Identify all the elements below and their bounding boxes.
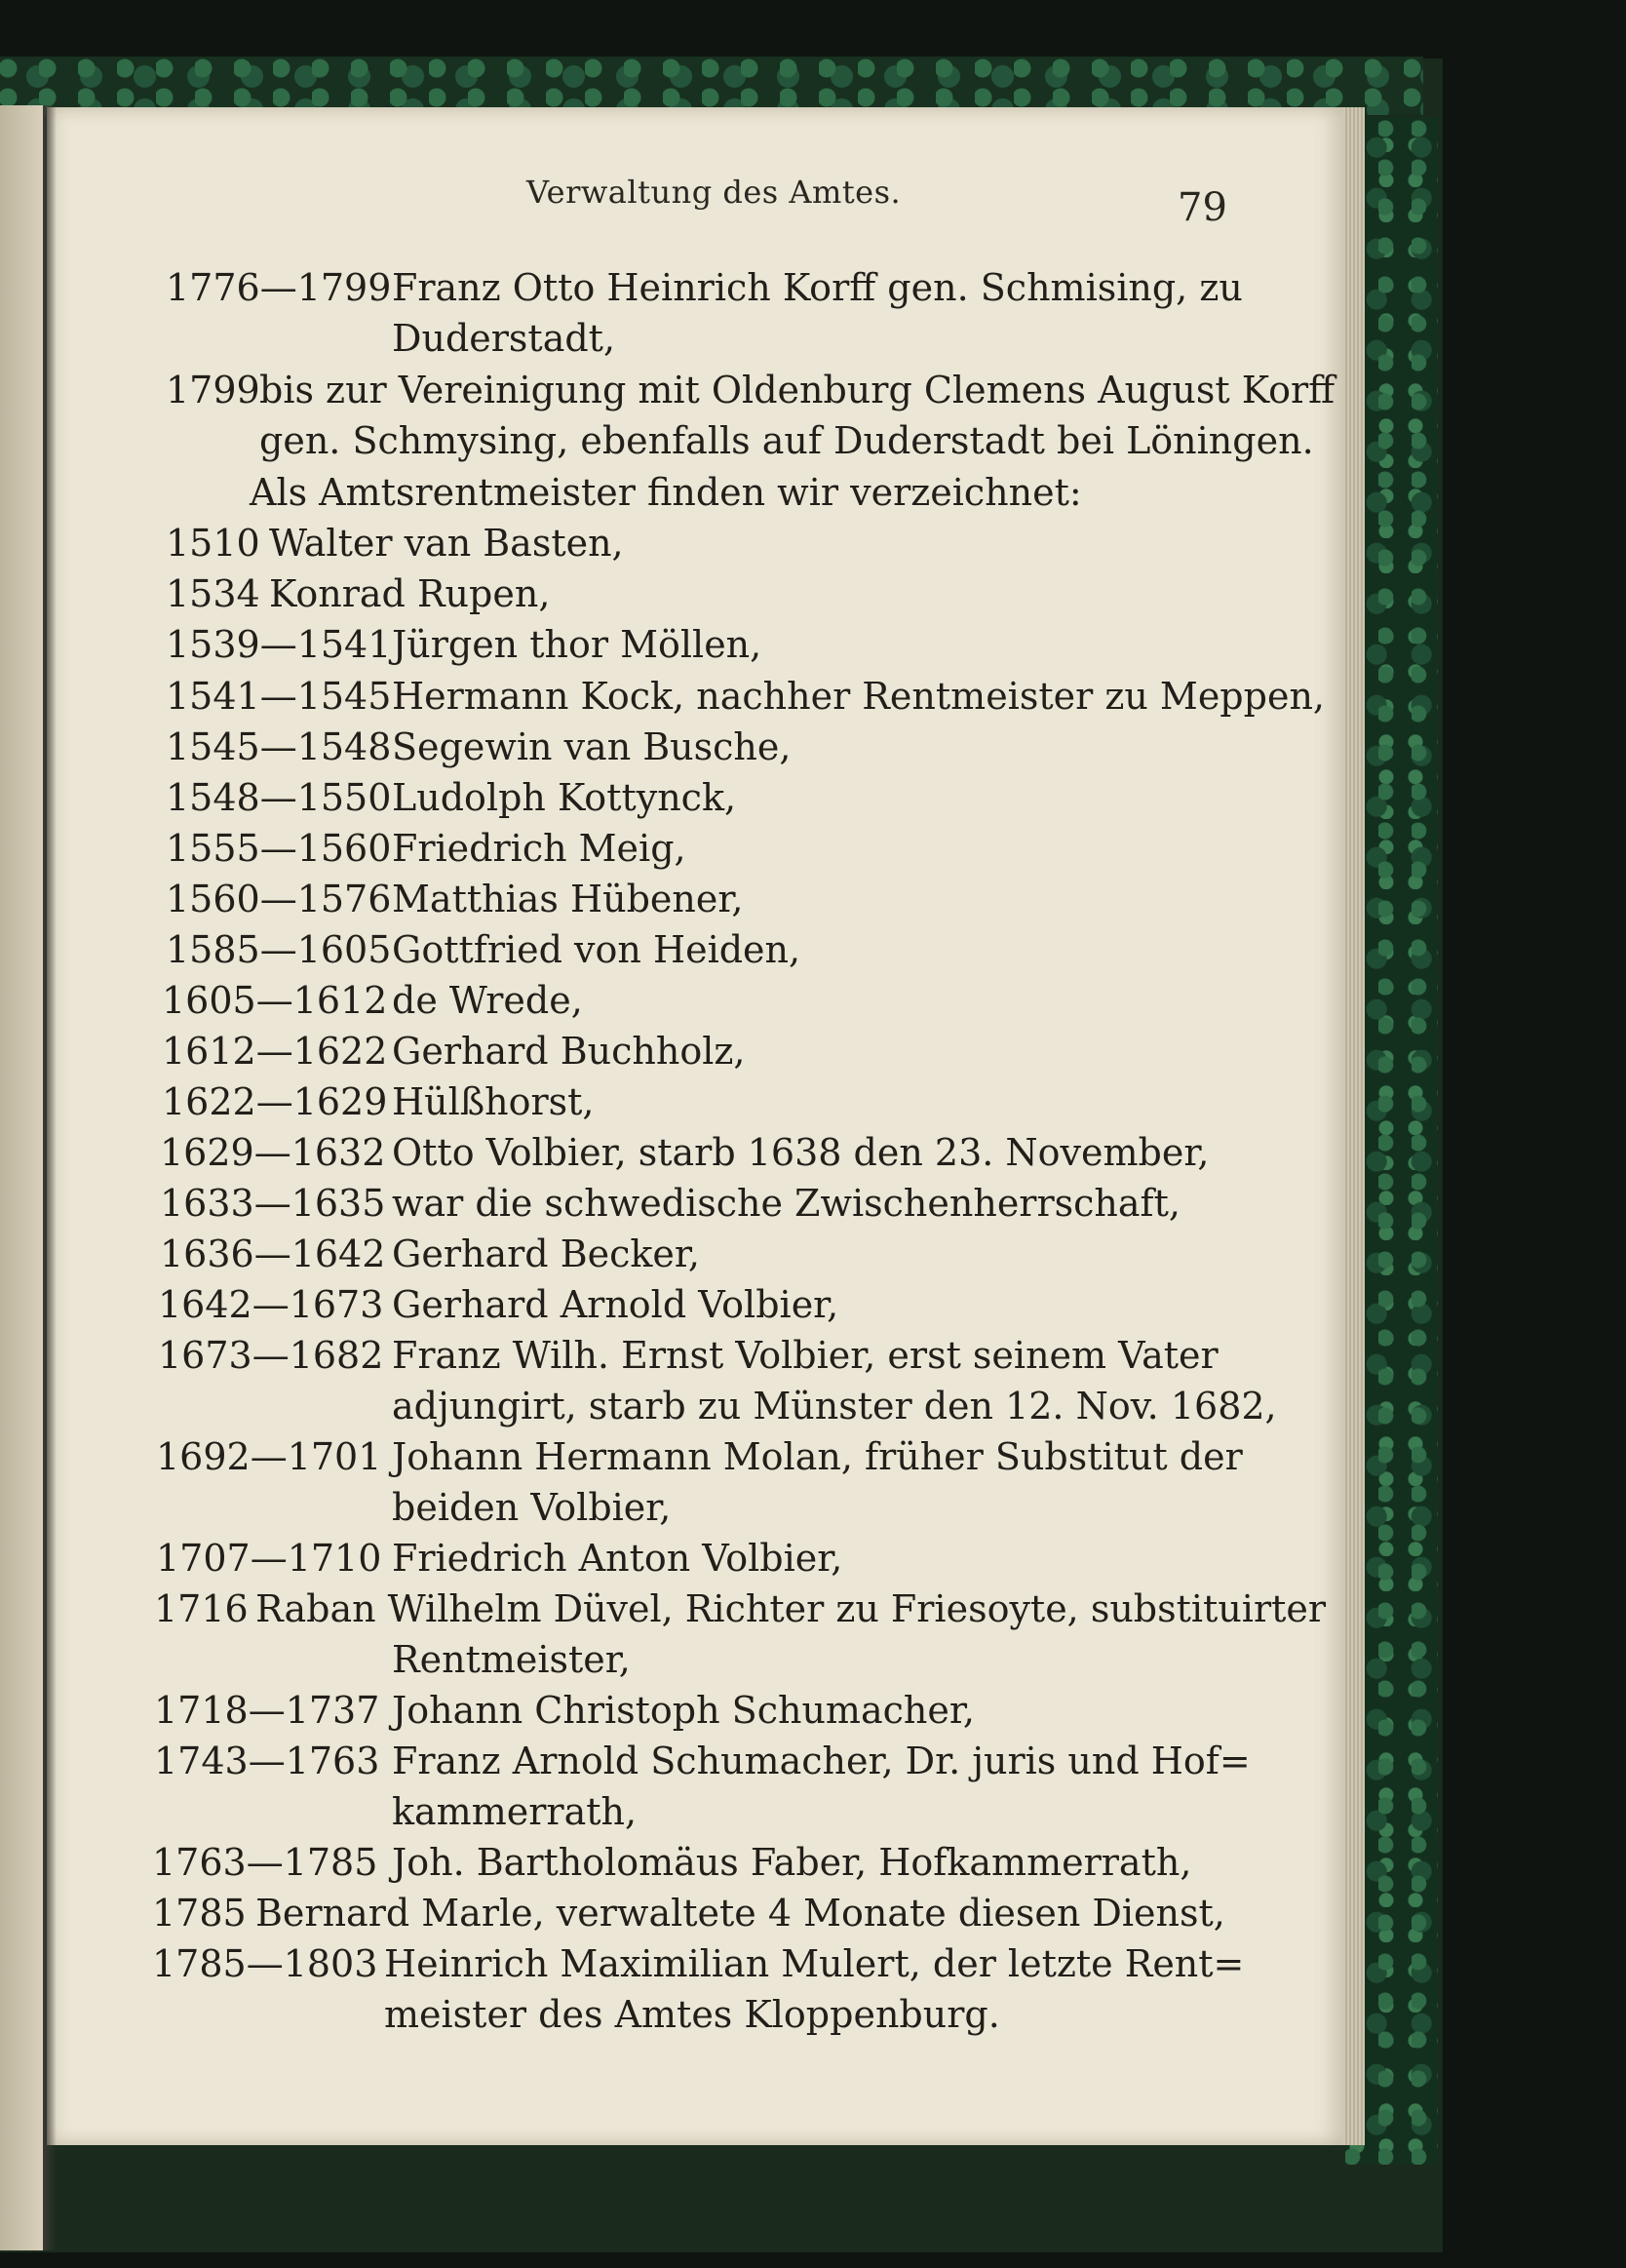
entry-year: 1534 <box>166 572 260 615</box>
entry-text: Franz Otto Heinrich Korff gen. Schmising, zu <box>392 266 1243 309</box>
entry-text: Franz Arnold Schumacher, Dr. juris und Hof= <box>392 1740 1251 1782</box>
entry-year: 1716 <box>154 1587 249 1630</box>
entry-year: 1548—1550 <box>166 776 392 819</box>
entry-text: Konrad Rupen, <box>269 572 551 615</box>
entry-text: Rentmeister, <box>392 1638 631 1681</box>
entry-text: Hermann Kock, nachher Rentmeister zu Meppen, <box>392 675 1325 718</box>
entry-year: 1785—1803 <box>152 1942 378 1985</box>
running-head-title: Verwaltung des Amtes. <box>526 174 902 211</box>
entry-year: 1707—1710 <box>156 1537 382 1580</box>
entry-text: Raban Wilhelm Düvel, Richter zu Friesoyte, substituirter <box>255 1587 1327 1630</box>
entry-year: 1718—1737 <box>154 1689 380 1732</box>
entry-year: 1541—1545 <box>166 675 392 718</box>
entry-text: meister des Amtes Kloppenburg. <box>384 1993 1000 2036</box>
entry-text: gen. Schmysing, ebenfalls auf Duderstadt bei Löningen. <box>259 419 1314 462</box>
entry-text: adjungirt, starb zu Münster den 12. Nov. 1682, <box>392 1385 1277 1427</box>
entry-year: 1622—1629 <box>162 1080 388 1123</box>
entry-year: 1743—1763 <box>154 1740 380 1782</box>
entry-text: Duderstadt, <box>392 317 616 360</box>
entry-text: Segewin van Busche, <box>392 725 792 768</box>
entry-year: 1636—1642 <box>160 1232 386 1275</box>
entry-year: 1605—1612 <box>162 979 388 1022</box>
marbled-binding-top <box>0 57 1423 115</box>
entry-text: Als Amtsrentmeister finden wir verzeichnet: <box>250 471 1082 514</box>
entry-year: 1585—1605 <box>166 928 392 971</box>
entry-year: 1776—1799 <box>166 266 392 309</box>
entry-text: Jürgen thor Möllen, <box>392 623 762 666</box>
entry-text: Otto Volbier, starb 1638 den 23. November, <box>392 1131 1210 1174</box>
entry-year: 1539—1541 <box>166 623 392 666</box>
facing-page-edge <box>0 105 43 2250</box>
entry-year: 1629—1632 <box>160 1131 386 1174</box>
entry-year: 1545—1548 <box>166 725 392 768</box>
entry-year: 1510 <box>166 522 260 565</box>
entry-year: 1673—1682 <box>158 1334 384 1377</box>
entry-text: Gerhard Becker, <box>392 1232 700 1275</box>
entry-text: de Wrede, <box>392 979 583 1022</box>
entry-text: Gerhard Arnold Volbier, <box>392 1283 839 1326</box>
entry-year: 1560—1576 <box>166 878 392 920</box>
entry-year: 1763—1785 <box>152 1841 378 1884</box>
entry-text: Johann Hermann Molan, früher Substitut der <box>392 1435 1243 1478</box>
entry-text: bis zur Vereinigung mit Oldenburg Clemens August Korff <box>259 369 1336 411</box>
page-number: 79 <box>1178 185 1227 230</box>
entry-text: Joh. Bartholomäus Faber, Hofkammerrath, <box>392 1841 1192 1884</box>
entry-text: Heinrich Maximilian Mulert, der letzte Rent= <box>384 1942 1245 1985</box>
entry-year: 1555—1560 <box>166 827 392 870</box>
entry-text: war die schwedische Zwischenherrschaft, <box>392 1182 1181 1225</box>
entry-text: Johann Christoph Schumacher, <box>392 1689 975 1732</box>
entry-year: 1785 <box>152 1892 247 1935</box>
entry-text: Friedrich Anton Volbier, <box>392 1537 843 1580</box>
entry-text: Gerhard Buchholz, <box>392 1030 746 1073</box>
entry-year: 1692—1701 <box>156 1435 382 1478</box>
entry-text: Gottfried von Heiden, <box>392 928 801 971</box>
entry-year: 1799 <box>166 369 260 411</box>
book-page <box>47 107 1343 2145</box>
entry-text: beiden Volbier, <box>392 1486 672 1529</box>
entry-text: Hülßhorst, <box>392 1080 595 1123</box>
entry-year: 1633—1635 <box>160 1182 386 1225</box>
page-gutter <box>43 105 57 2250</box>
entry-text: Bernard Marle, verwaltete 4 Monate diesen Dienst, <box>255 1892 1225 1935</box>
entry-text: kammerrath, <box>392 1790 638 1833</box>
entry-year: 1612—1622 <box>162 1030 388 1073</box>
entry-text: Ludolph Kottynck, <box>392 776 737 819</box>
entry-text: Friedrich Meig, <box>392 827 686 870</box>
entry-text: Matthias Hübener, <box>392 878 744 920</box>
entry-text: Franz Wilh. Ernst Volbier, erst seinem Vater <box>392 1334 1219 1377</box>
entry-year: 1642—1673 <box>158 1283 384 1326</box>
entry-text: Walter van Basten, <box>269 522 624 565</box>
